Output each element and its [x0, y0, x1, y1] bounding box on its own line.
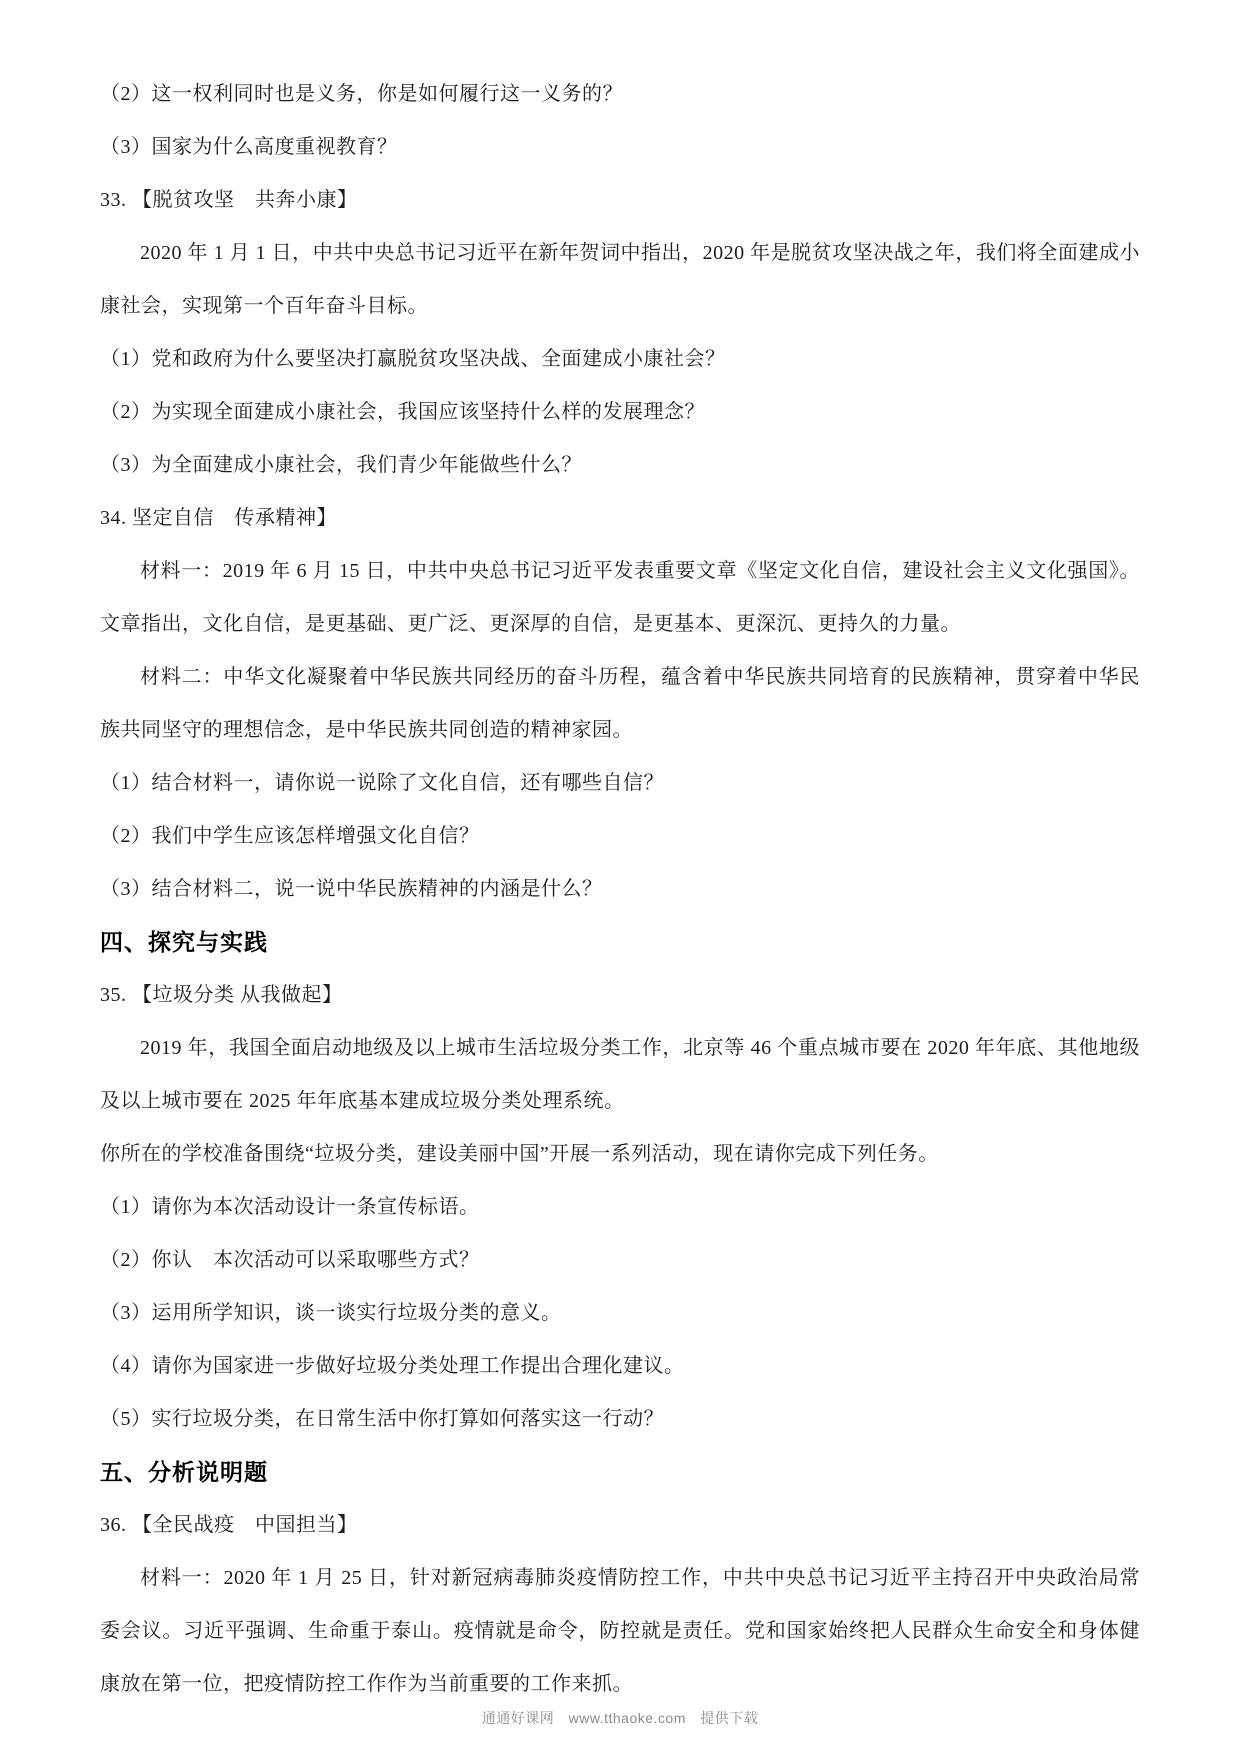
material-paragraph: 材料一：2020 年 1 月 25 日，针对新冠病毒肺炎疫情防控工作，中共中央总书记习近平主持召开中央政治局常委会议。习近平强调、生命重于泰山。疫情就是命令，防控就是责任。党和国家始终把人民群众生命安全和身体健康放在第一位，把疫情防控工作作为当前重要的工作来抓。: [100, 1567, 1140, 1695]
question-line: （3）国家为什么高度重视教育？: [100, 136, 398, 158]
material-paragraph: 材料二：中华文化凝聚着中华民族共同经历的奋斗历程，蕴含着中华民族共同培育的民族精神，贯穿着中华民族共同坚守的理想信念，是中华民族共同创造的精神家园。: [100, 666, 1140, 741]
footer-suffix: 提供下载: [700, 1710, 759, 1726]
question-line: （2）我们中学生应该怎样增强文化自信？: [100, 825, 480, 847]
page-footer: [0, 1708, 1240, 1728]
material-paragraph: 材料一：2019 年 6 月 15 日，中共中央总书记习近平发表重要文章《坚定文化自信，建设社会主义文化强国》。文章指出，文化自信，是更基础、更广泛、更深厚的自信，是更基本、更深沉、更持久的力量。: [100, 560, 1140, 635]
item-title-35: 35. 【垃圾分类 从我做起】: [100, 984, 343, 1006]
item-title-36: 36. 【全民战疫 中国担当】: [100, 1514, 358, 1536]
item-title-34: 34. 坚定自信 传承精神】: [100, 507, 337, 529]
material-paragraph: 2019 年，我国全面启动地级及以上城市生活垃圾分类工作，北京等 46 个重点城市要在 2020 年年底、其他地级及以上城市要在 2025 年年底基本建成垃圾分类处理系统。: [100, 1037, 1140, 1112]
question-line: （3）结合材料二，说一说中华民族精神的内涵是什么？: [100, 878, 603, 900]
question-line: （4）请你为国家进一步做好垃圾分类处理工作提出合理化建议。: [100, 1355, 685, 1377]
question-line: （1）请你为本次活动设计一条宣传标语。: [100, 1196, 480, 1218]
item-title-33: 33. 【脱贫攻坚 共奔小康】: [100, 189, 358, 211]
question-line: （2）你认 本次活动可以采取哪些方式？: [100, 1249, 480, 1271]
section-heading-4: 四、探究与实践: [100, 930, 268, 955]
body-line: 你所在的学校准备围绕“垃圾分类，建设美丽中国”开展一系列活动，现在请你完成下列任务。: [100, 1143, 939, 1165]
question-line: （3）为全面建成小康社会，我们青少年能做些什么？: [100, 454, 582, 476]
footer-site-name: 通通好课网: [481, 1710, 555, 1726]
material-paragraph: 2020 年 1 月 1 日，中共中央总书记习近平在新年贺词中指出，2020 年是脱贫攻坚决战之年，我们将全面建成小康社会，实现第一个百年奋斗目标。: [100, 242, 1140, 317]
question-line: （5）实行垃圾分类，在日常生活中你打算如何落实这一行动？: [100, 1408, 664, 1430]
question-line: （1）结合材料一，请你说一说除了文化自信，还有哪些自信？: [100, 772, 664, 794]
question-line: （1）党和政府为什么要坚决打赢脱贫攻坚决战、全面建成小康社会？: [100, 348, 726, 370]
question-line: （2）为实现全面建成小康社会，我国应该坚持什么样的发展理念？: [100, 401, 705, 423]
section-heading-5: 五、分析说明题: [100, 1460, 268, 1485]
question-line: （2）这一权利同时也是义务，你是如何履行这一义务的？: [100, 83, 623, 105]
footer-url: www.tthaoke.com: [568, 1710, 686, 1726]
question-line: （3）运用所学知识，谈一谈实行垃圾分类的意义。: [100, 1302, 562, 1324]
